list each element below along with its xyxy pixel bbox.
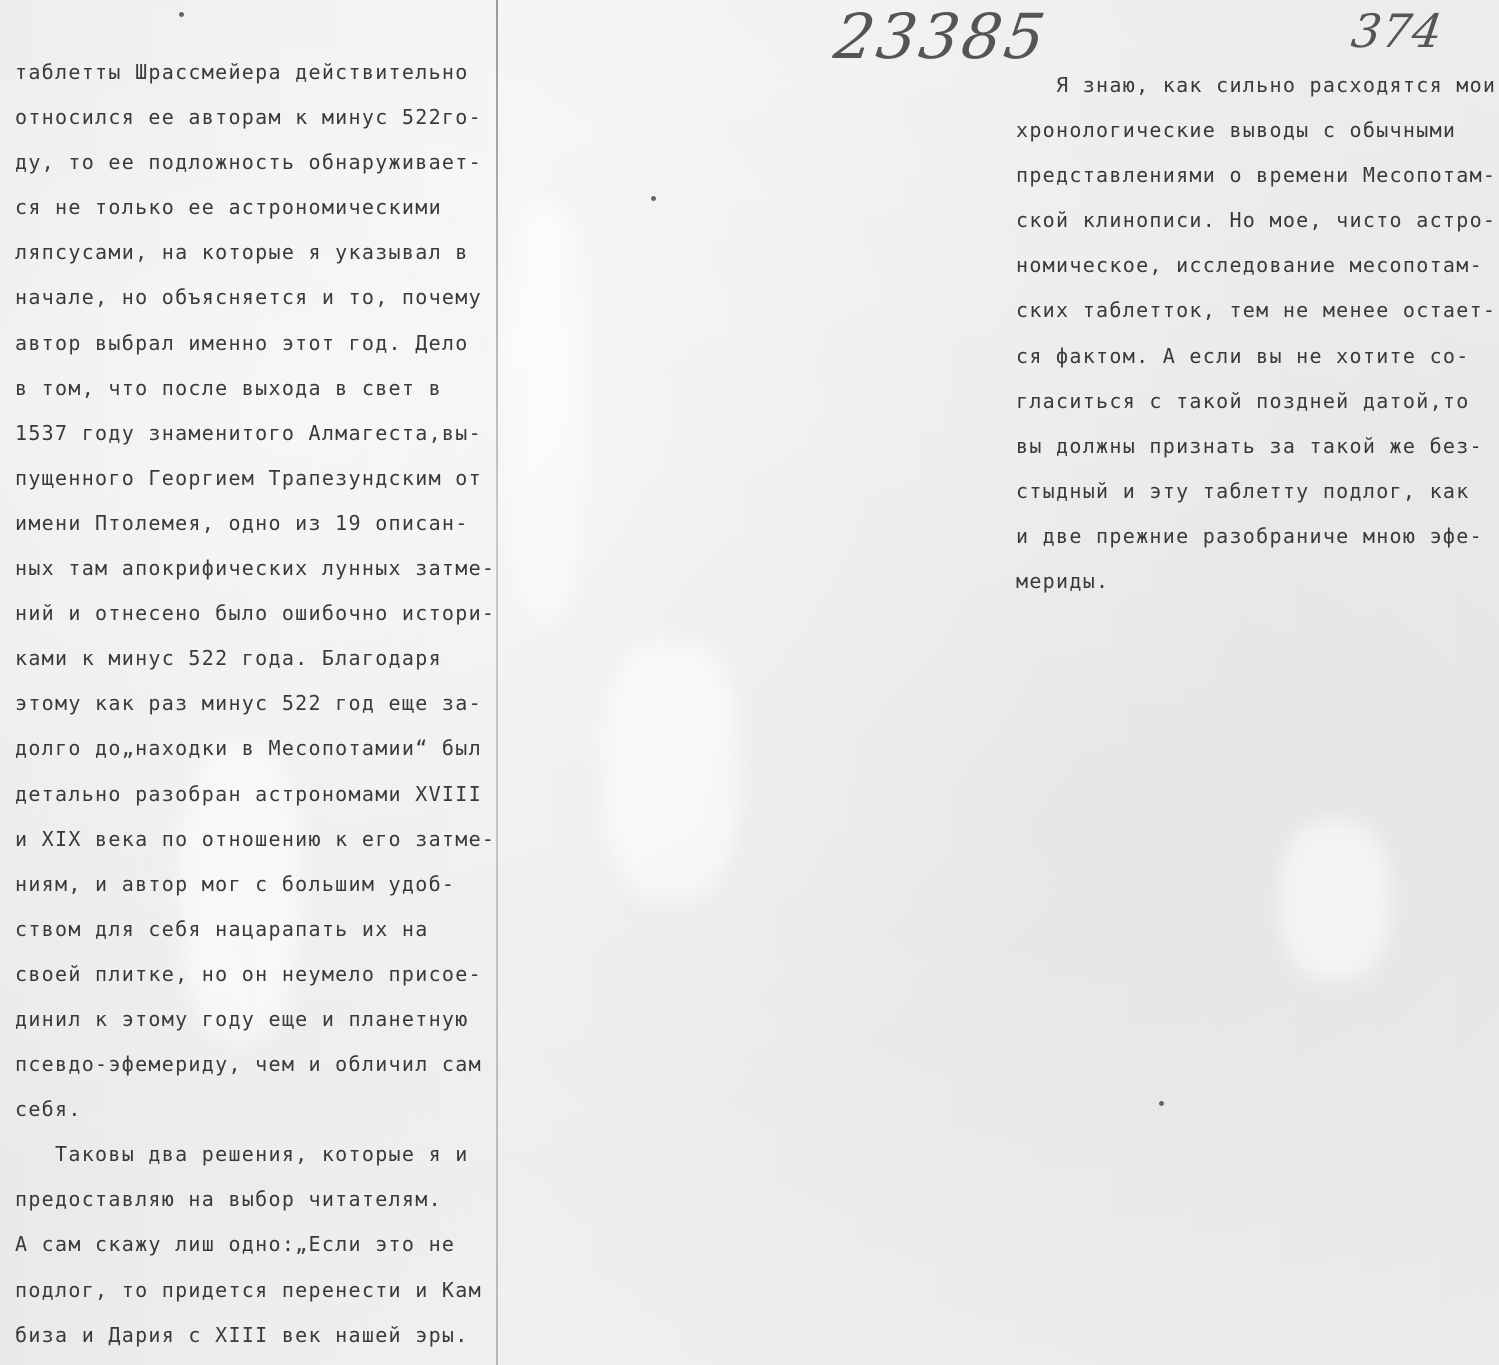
text-line: ством для себя нацарапать их на (15, 916, 429, 941)
text-line: предоставляю на выбор читателям. (15, 1187, 442, 1212)
text-line: начале, но объясняется и то, почему (15, 285, 482, 310)
left-text-column (15, 50, 495, 1358)
right-text-column (1016, 63, 1496, 604)
text-line: ниям, и автор мог с большим удоб- (15, 871, 456, 896)
paper-speck (651, 196, 656, 201)
text-line: детально разобран астрономами XVIII (15, 781, 482, 806)
text-line: своей плитке, но он неумело присое- (15, 961, 482, 986)
text-line: ских таблетток, тем не менее остает- (1016, 298, 1497, 323)
text-line: и XIX века по отношению к его затме- (15, 826, 496, 851)
page-number: 374 (1348, 4, 1447, 58)
text-line: Я знаю, как сильно расходятся мои (1016, 73, 1497, 97)
text-line: псевдо-эфемериду, чем и обличил сам (15, 1052, 482, 1077)
text-line: себя. (15, 1097, 82, 1122)
text-line: представлениями о времени Месопотам- (1016, 163, 1497, 188)
text-line: автор выбрал именно этот год. Дело (15, 330, 469, 355)
text-line: подлог, то придется перенести и Кам (15, 1277, 482, 1302)
paper-speck (1159, 1101, 1164, 1106)
text-line: 1537 году знаменитого Алмагеста,вы- (15, 420, 482, 445)
text-line: ляпсусами, на которые я указывал в (15, 240, 469, 265)
text-line: А сам скажу лиш одно:„Если это не (15, 1232, 456, 1257)
paper-stain (505, 200, 585, 620)
text-line: ду, то ее подложность обнаруживает- (15, 150, 482, 175)
text-line: хронологические выводы с обычными (1016, 118, 1457, 143)
text-line: ками к минус 522 года. Благодаря (15, 646, 442, 671)
text-line: стыдный и эту таблетту подлог, как (1016, 478, 1470, 503)
text-line: имени Птолемея, одно из 19 описан- (15, 510, 469, 535)
text-line: вы должны признать за такой же без- (1016, 433, 1483, 458)
text-line: и две прежние разобраниче мною эфе- (1016, 523, 1483, 548)
text-line: этому как раз минус 522 год еще за- (15, 691, 482, 716)
text-line: долго до„находки в Месопотамии“ был (15, 736, 482, 761)
paper-stain (1280, 820, 1390, 980)
archive-number: 23385 (829, 0, 1053, 73)
text-line: мериды. (1016, 569, 1110, 594)
text-line: номическое, исследование месопотам- (1016, 253, 1483, 278)
text-line: ний и отнесено было ошибочно истори- (15, 601, 496, 626)
text-line: динил к этому году еще и планетную (15, 1006, 469, 1031)
text-line: ской клинописи. Но мое, чисто астро- (1016, 208, 1497, 233)
text-line: биза и Дария с XIII век нашей эры. (15, 1322, 469, 1347)
paper-stain (600, 640, 740, 900)
text-line: Таковы два решения, которые я и (15, 1142, 469, 1167)
text-line: ся фактом. А если вы не хотите со- (1016, 343, 1470, 368)
text-line: в том, что после выхода в свет в (15, 375, 442, 400)
text-line: ся не только ее астрономическими (15, 195, 442, 220)
paper-speck (179, 12, 184, 17)
text-line: пущенного Георгием Трапезундским от (15, 465, 482, 490)
page-fold-line (496, 0, 498, 1365)
text-line: относился ее авторам к минус 522го- (15, 105, 482, 130)
text-line: ных там апокрифических лунных затме- (15, 556, 496, 581)
text-line: таблетты Шрассмейера действительно (15, 60, 469, 84)
text-line: гласиться с такой поздней датой,то (1016, 388, 1470, 413)
